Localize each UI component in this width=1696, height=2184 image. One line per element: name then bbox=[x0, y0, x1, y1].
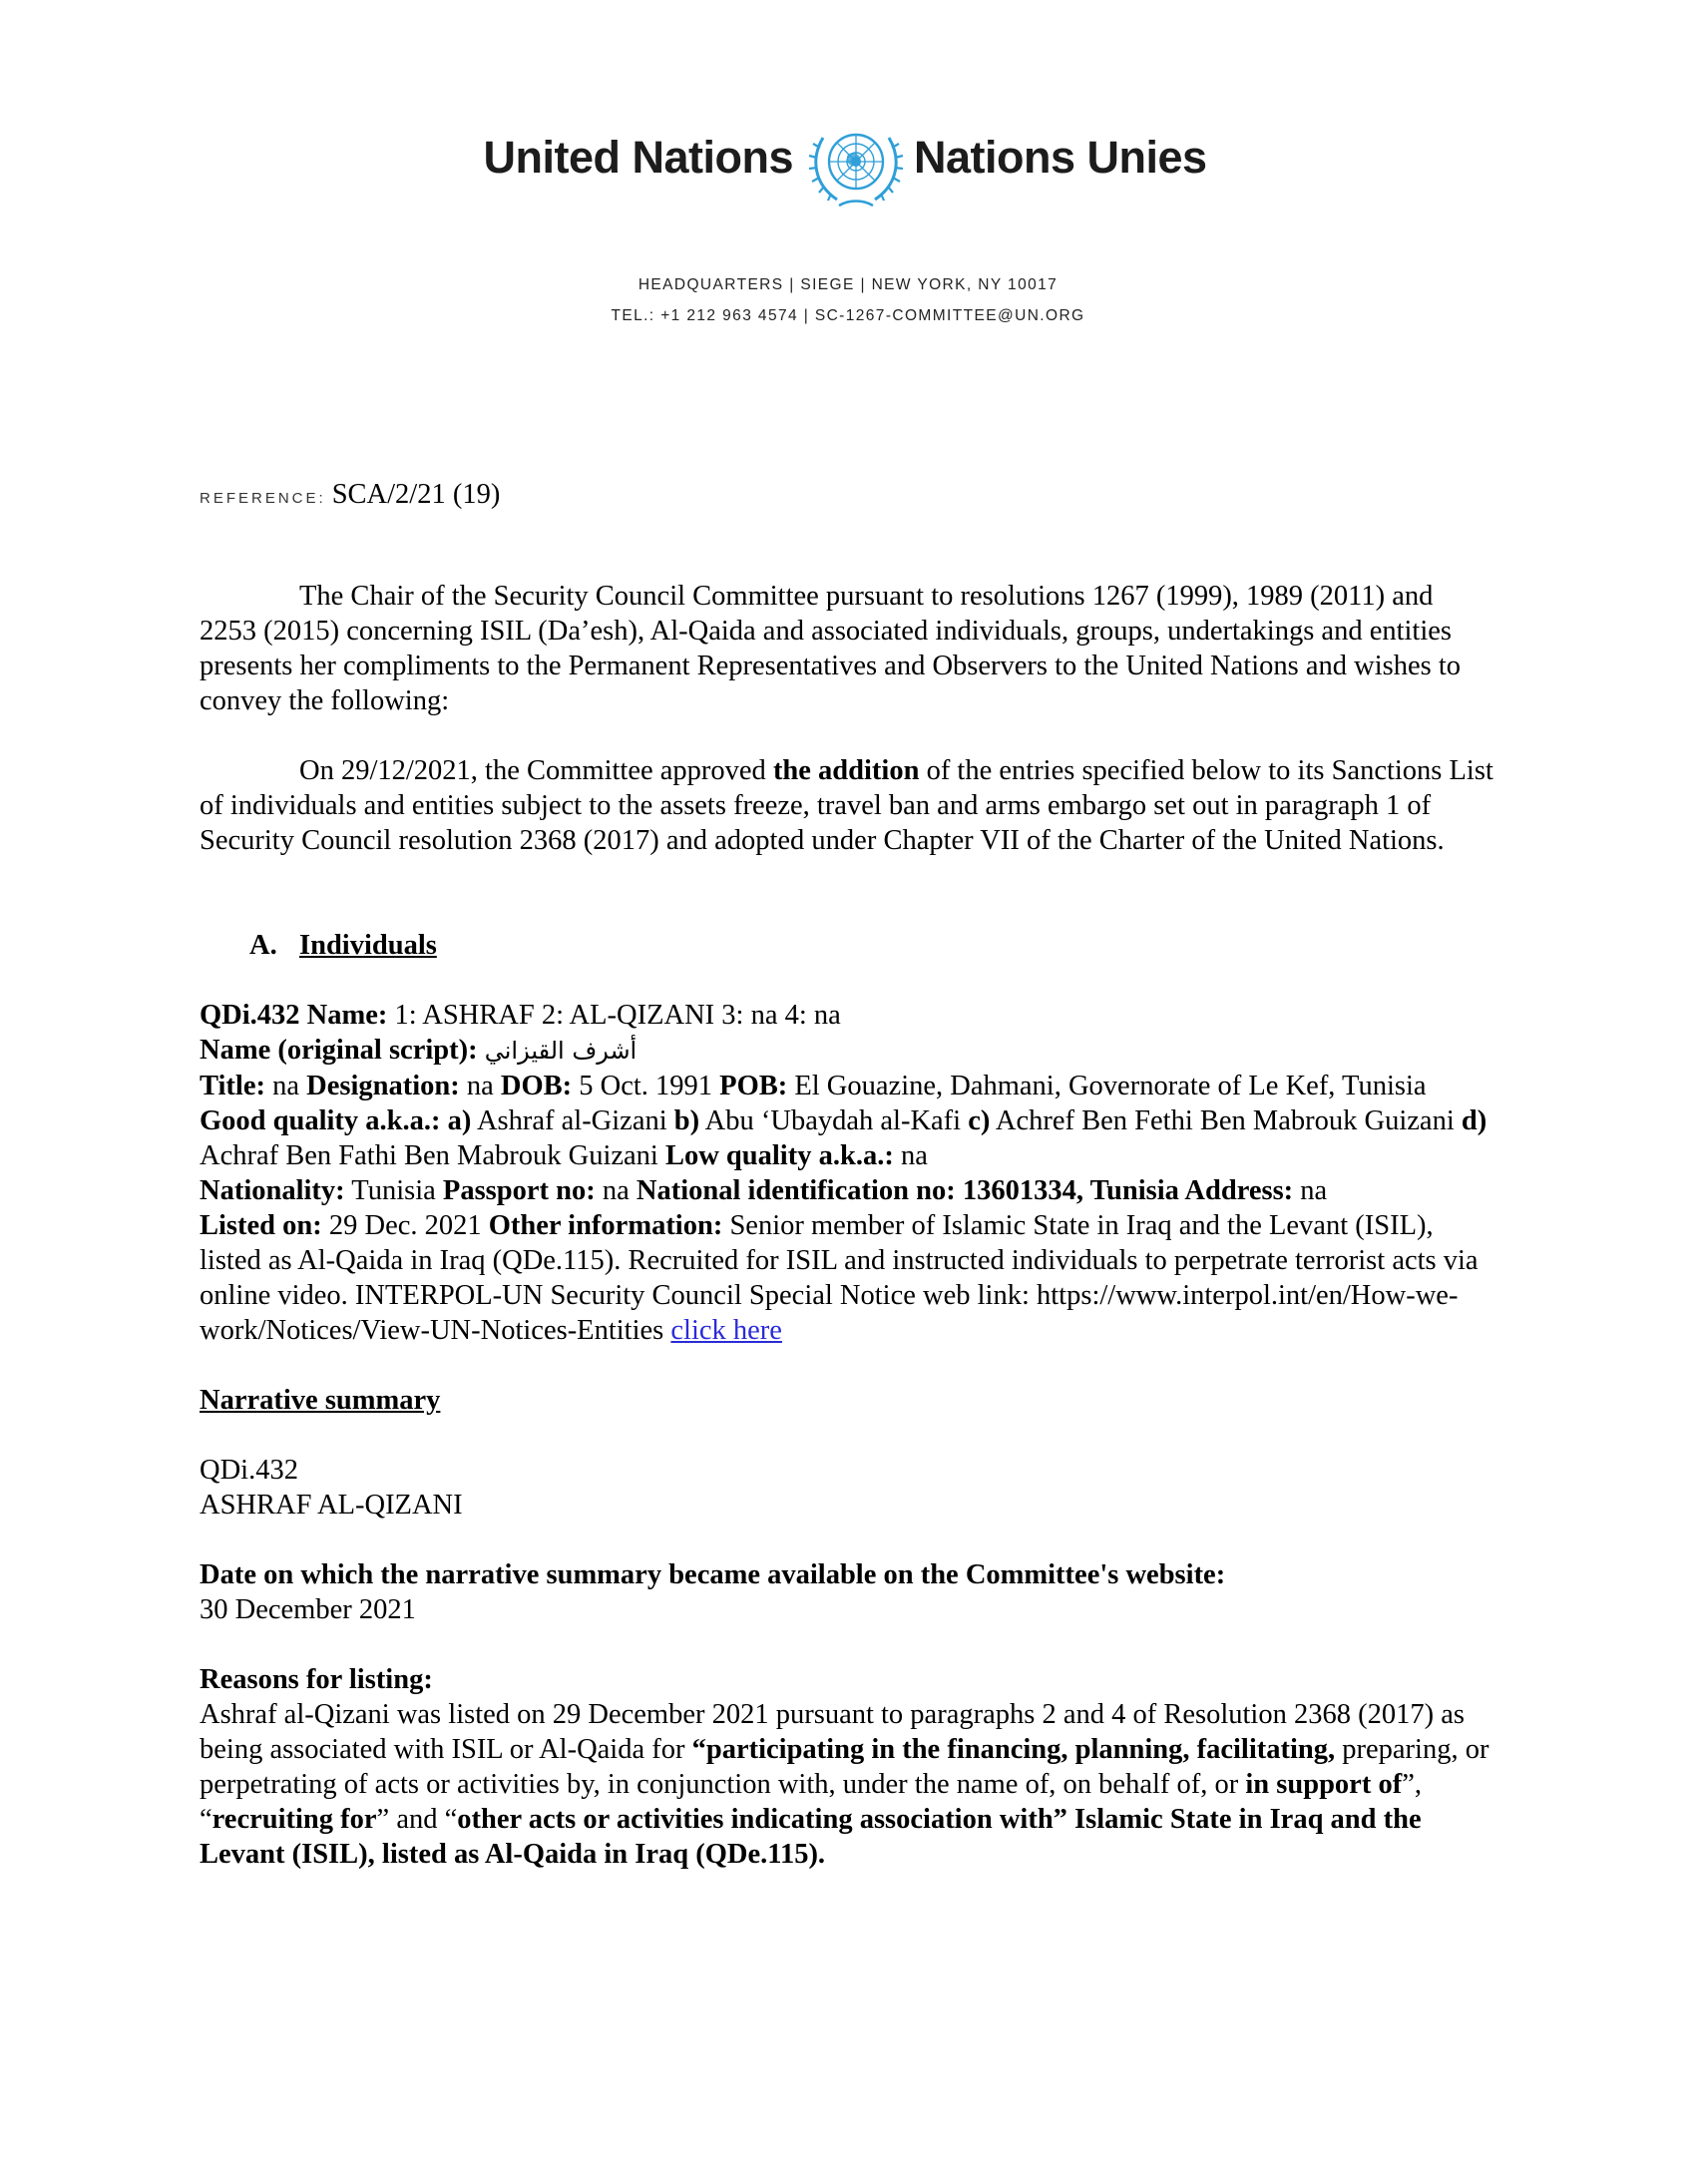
letterhead-address bbox=[0, 269, 1696, 331]
letterhead bbox=[0, 118, 1696, 218]
approval-text-a: On 29/12/2021, the Committee approved bbox=[299, 755, 773, 786]
entry-designation-value: na bbox=[459, 1071, 501, 1101]
letterhead-english: United Nations bbox=[483, 132, 793, 183]
reference-label: REFERENCE: bbox=[200, 490, 326, 507]
entry-details bbox=[200, 1069, 1496, 1173]
entry-pob-value: El Gouazine, Dahmani, Governorate of Le Kef, Tunisia bbox=[787, 1071, 1427, 1101]
narrative-date-value: 30 December 2021 bbox=[200, 1594, 416, 1625]
narrative-name: ASHRAF AL-QIZANI bbox=[200, 1490, 463, 1521]
entry-id-name-label: QDi.432 Name: bbox=[200, 1000, 388, 1031]
interpol-click-here-link[interactable]: click here bbox=[670, 1315, 782, 1346]
entry-aka-b: Abu ‘Ubaydah al-Kafi bbox=[699, 1105, 969, 1136]
letterhead-french: Nations Unies bbox=[914, 132, 1207, 183]
intro-paragraph bbox=[200, 579, 1496, 718]
entry-original-label: Name (original script): bbox=[200, 1035, 478, 1066]
entry-designation-label: Designation: bbox=[306, 1071, 460, 1101]
entry-aka-c-label: c) bbox=[968, 1105, 991, 1136]
entry-title-label: Title: bbox=[200, 1071, 265, 1101]
entry-address-value: na bbox=[1293, 1175, 1328, 1206]
section-heading-individuals bbox=[200, 928, 1496, 963]
entry-listed-line bbox=[200, 1208, 1496, 1348]
entry-nationality-label: Nationality: bbox=[200, 1175, 345, 1206]
entry-other-value: Senior member of Islamic State in Iraq and the Levant (ISIL), listed as Al-Qaida in Iraq (QDe.115). Recruited for ISIL and instructed individuals to perpetrate terrorist acts via online video. INTERPOL-UN Security Council Special Notice web link: https://www.interpol.int/en/How-we-work/Notices/View-UN-Notices-Entities bbox=[200, 1210, 1479, 1346]
reasons-d: in support of bbox=[1245, 1769, 1403, 1800]
entry-aka-a-label: a) bbox=[440, 1105, 472, 1136]
entry-nationality-value: Tunisia bbox=[344, 1175, 443, 1206]
entry-nid-value: 13601334, Tunisia bbox=[955, 1175, 1185, 1206]
reasons-g: ” and “ bbox=[376, 1804, 458, 1835]
entry-other-label: Other information: bbox=[488, 1210, 723, 1241]
approval-text bbox=[200, 753, 1496, 858]
entry-title-value: na bbox=[264, 1071, 307, 1101]
narrative-identity bbox=[200, 1453, 1496, 1523]
entry-pob-label: POB: bbox=[719, 1071, 788, 1101]
address-line-2: TEL.: +1 212 963 4574 | SC-1267-COMMITTEE@UN.ORG bbox=[611, 307, 1085, 324]
entry-line-original-script bbox=[200, 1033, 1496, 1069]
entry-nationality-line bbox=[200, 1173, 1496, 1208]
address-line-1: HEADQUARTERS | SIEGE | NEW YORK, NY 10017 bbox=[637, 276, 1059, 293]
entry-line-name bbox=[200, 998, 1496, 1033]
entry-dob-value: 5 Oct. 1991 bbox=[572, 1071, 720, 1101]
reasons-block bbox=[200, 1662, 1496, 1872]
reasons-text bbox=[200, 1697, 1496, 1872]
narrative-heading bbox=[200, 1383, 1496, 1418]
un-emblem-icon bbox=[803, 118, 909, 210]
reasons-a: Ashraf al-Qizani was listed on 29 December 2021 pursuant to paragraphs 2 and 4 of Resolution 2368 (2017) as being associated with ISIL or Al-Qaida for bbox=[200, 1699, 1465, 1765]
entry-passport-value: na bbox=[595, 1175, 636, 1206]
narrative-date-label: Date on which the narrative summary became available on the Committee's website: bbox=[200, 1559, 1226, 1590]
reference-value: SCA/2/21 (19) bbox=[331, 479, 501, 510]
entry-aka-a: Ashraf al-Gizani bbox=[471, 1105, 674, 1136]
reasons-i: ” Islamic State in Iraq and the Levant (ISIL), listed as Al-Qaida in Iraq (QDe.115). bbox=[200, 1804, 1422, 1870]
entry-dob-label: DOB: bbox=[500, 1071, 573, 1101]
approval-text-b: of the entries specified below to its Sanctions List of individuals and entities subject to the assets freeze, travel ban and arms embargo set out in paragraph 1 of Security Council resolution 2368 (2017) and adopted under Chapter VII of the Charter of the United Nations. bbox=[200, 755, 1493, 856]
sanctions-entry bbox=[200, 998, 1496, 1348]
reasons-c: preparing, or perpetrating of acts or activities by, in conjunction with, under the name of, on behalf of, or bbox=[200, 1734, 1489, 1800]
reasons-e: ”, “ bbox=[200, 1769, 1422, 1835]
section-title: Individuals bbox=[299, 930, 437, 961]
section-letter: A. bbox=[249, 930, 277, 961]
reasons-label: Reasons for listing: bbox=[200, 1664, 433, 1695]
narrative-date-block bbox=[200, 1557, 1496, 1627]
reasons-f: recruiting for bbox=[212, 1804, 377, 1835]
entry-listed-label: Listed on: bbox=[200, 1210, 322, 1241]
entry-aka-d: Achraf Ben Fathi Ben Mabrouk Guizani bbox=[200, 1140, 665, 1171]
reasons-h: other acts or activities indicating association with bbox=[457, 1804, 1054, 1835]
entry-address-label: Address: bbox=[1184, 1175, 1294, 1206]
approval-paragraph bbox=[200, 753, 1496, 858]
entry-aka-c: Achref Ben Fethi Ben Mabrouk Guizani bbox=[990, 1105, 1462, 1136]
entry-original-value: أشرف القيزاني bbox=[484, 1037, 637, 1065]
entry-good-aka-label: Good quality a.k.a.: bbox=[200, 1105, 441, 1136]
entry-name-value: 1: ASHRAF 2: AL-QIZANI 3: na 4: na bbox=[387, 1000, 841, 1031]
reasons-b: “participating in the financing, planning, facilitating, bbox=[691, 1734, 1336, 1765]
intro-text: The Chair of the Security Council Committee pursuant to resolutions 1267 (1999), 1989 (2011) and 2253 (2015) concerning ISIL (Da’esh), Al-Qaida and associated individuals, groups, undertakings and entities presents her compliments to the Permanent Representatives and Observers to the United Nations and wishes to convey the following: bbox=[200, 581, 1461, 716]
reference bbox=[200, 477, 1496, 516]
entry-aka-d-label: d) bbox=[1461, 1105, 1487, 1136]
approval-bold: the addition bbox=[772, 755, 920, 786]
entry-passport-label: Passport no: bbox=[442, 1175, 596, 1206]
narrative-heading-text: Narrative summary bbox=[200, 1385, 441, 1416]
entry-listed-value: 29 Dec. 2021 bbox=[321, 1210, 489, 1241]
entry-low-aka-value: na bbox=[893, 1140, 928, 1171]
entry-aka-b-label: b) bbox=[673, 1105, 700, 1136]
entry-low-aka-label: Low quality a.k.a.: bbox=[664, 1140, 894, 1171]
entry-nid-label: National identification no: bbox=[636, 1175, 956, 1206]
narrative-id: QDi.432 bbox=[200, 1455, 298, 1486]
